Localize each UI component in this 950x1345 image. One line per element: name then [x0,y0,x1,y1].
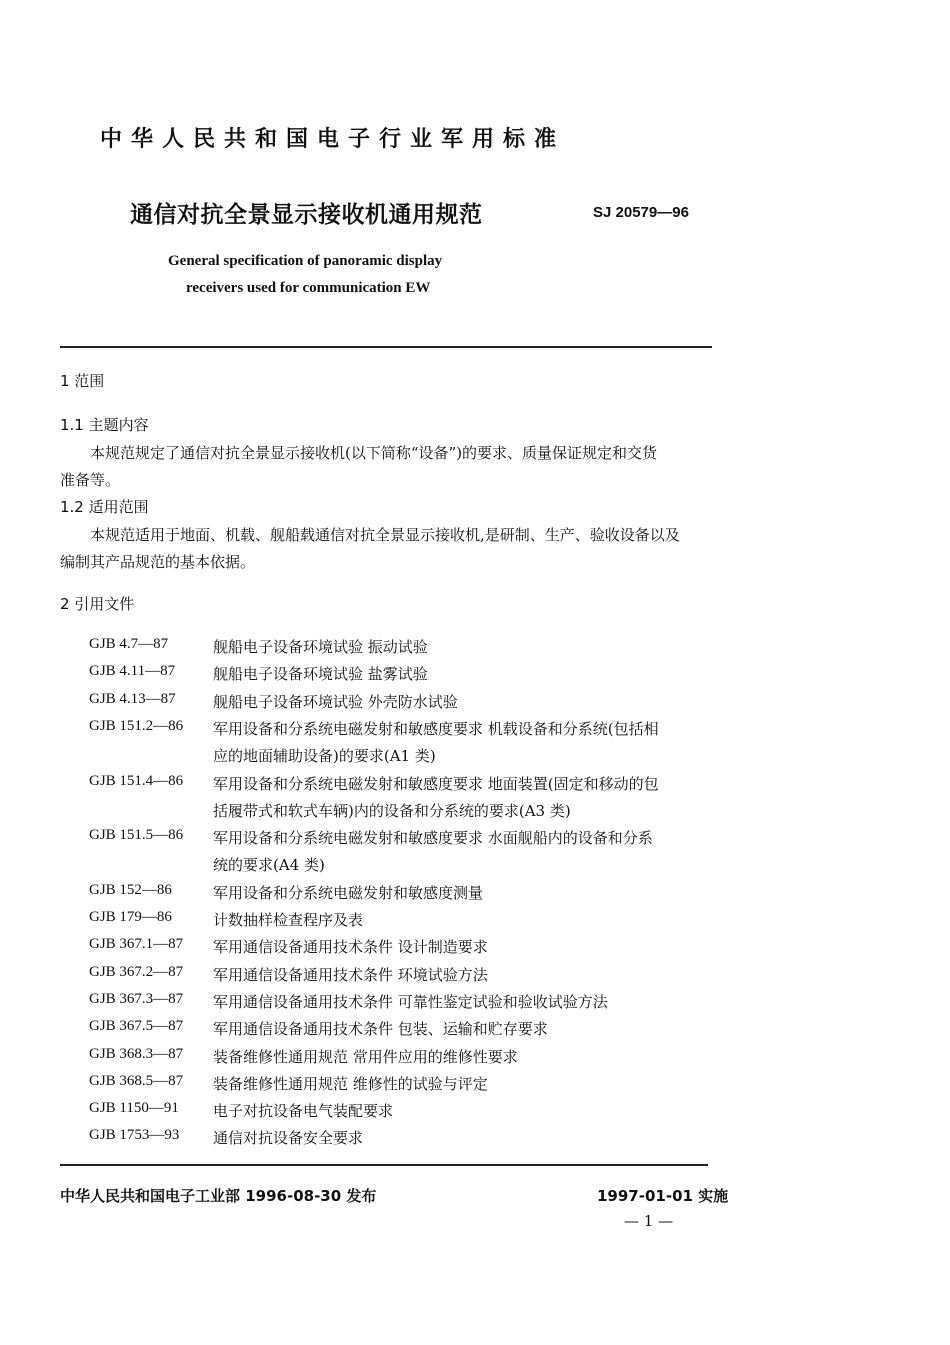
reference-code: GJB 367.3—87 [89,990,184,1007]
reference-title: 装备维修性通用规范 维修性的试验与评定 [213,1074,488,1093]
reference-code: GJB 367.5—87 [89,1018,184,1035]
reference-code: GJB 368.5—87 [89,1072,184,1089]
issuer-standard-heading: 中华人民共和国电子行业军用标准 [100,127,566,152]
bottom-divider [60,1164,708,1166]
standard-number: SJ 20579—96 [593,204,689,221]
reference-title: 军用通信设备通用技术条件 可靠性鉴定试验和验收试验方法 [213,992,608,1011]
reference-title: 军用通信设备通用技术条件 包装、运输和贮存要求 [213,1020,548,1039]
reference-title: 装备维修性通用规范 常用件应用的维修性要求 [213,1047,518,1066]
reference-title: 电子对抗设备电气装配要求 [213,1102,394,1121]
reference-code: GJB 367.1—87 [89,936,184,953]
reference-title: 计数抽样检查程序及表 [213,911,364,929]
reference-title: 军用设备和分系统电磁发射和敏感度要求 地面装置(固定和移动的包 [213,774,659,793]
reference-title: 军用通信设备通用技术条件 环境试验方法 [213,965,488,984]
section-2-heading: 2 引用文件 [60,595,135,613]
effective-date: 1997-01-01 实施 [597,1187,729,1205]
reference-title: 军用通信设备通用技术条件 设计制造要求 [213,938,488,957]
section-1-1-paragraph-line-2: 准备等。 [60,471,121,489]
document-title: 通信对抗全景显示接收机通用规范 [130,202,483,228]
issued-by: 中华人民共和国电子工业部 1996-08-30 发布 [60,1187,377,1205]
reference-title: 舰船电子设备环境试验 外壳防水试验 [213,692,458,711]
section-1-2-paragraph-line-1: 本规范适用于地面、机载、舰船载通信对抗全景显示接收机,是研制、生产、验收设备以及 [90,526,680,544]
section-1-1-heading: 1.1 主题内容 [60,416,149,434]
reference-title-continuation: 括履带式和软式车辆)内的设备和分系统的要求(A3 类) [213,801,571,820]
reference-code: GJB 151.2—86 [89,717,184,734]
section-1-2-paragraph-line-2: 编制其产品规范的基本依据。 [60,553,256,571]
reference-code: GJB 4.13—87 [89,690,176,707]
reference-title-continuation: 统的要求(A4 类) [213,856,325,875]
reference-code: GJB 1150—91 [89,1100,179,1117]
page-number: — 1 — [624,1212,674,1230]
reference-code: GJB 151.5—86 [89,827,184,844]
reference-code: GJB 4.11—87 [89,663,176,680]
reference-code: GJB 1753—93 [89,1127,180,1144]
reference-code: GJB 179—86 [89,909,172,925]
reference-code: GJB 151.4—86 [89,772,184,789]
reference-title: 通信对抗设备安全要求 [213,1129,364,1148]
section-1-heading: 1 范围 [60,372,105,390]
top-divider [60,346,712,348]
english-title-line-1: General specification of panoramic display [168,253,443,269]
reference-title: 军用设备和分系统电磁发射和敏感度要求 机载设备和分系统(包括相 [213,719,659,738]
section-1-1-paragraph-line-1: 本规范规定了通信对抗全景显示接收机(以下简称“设备”)的要求、质量保证规定和交货 [90,444,658,462]
reference-title: 舰船电子设备环境试验 盐雾试验 [213,665,428,684]
reference-code: GJB 367.2—87 [89,963,184,980]
reference-title-continuation: 应的地面辅助设备)的要求(A1 类) [213,747,436,766]
reference-title: 军用设备和分系统电磁发射和敏感度测量 [213,883,484,902]
reference-title: 军用设备和分系统电磁发射和敏感度要求 水面舰船内的设备和分系 [213,829,653,848]
reference-code: GJB 4.7—87 [89,636,169,652]
reference-code: GJB 152—86 [89,881,172,898]
reference-title: 舰船电子设备环境试验 振动试验 [213,638,428,656]
section-1-2-heading: 1.2 适用范围 [60,498,149,516]
english-title-line-2: receivers used for communication EW [186,280,431,296]
reference-code: GJB 368.3—87 [89,1045,184,1062]
